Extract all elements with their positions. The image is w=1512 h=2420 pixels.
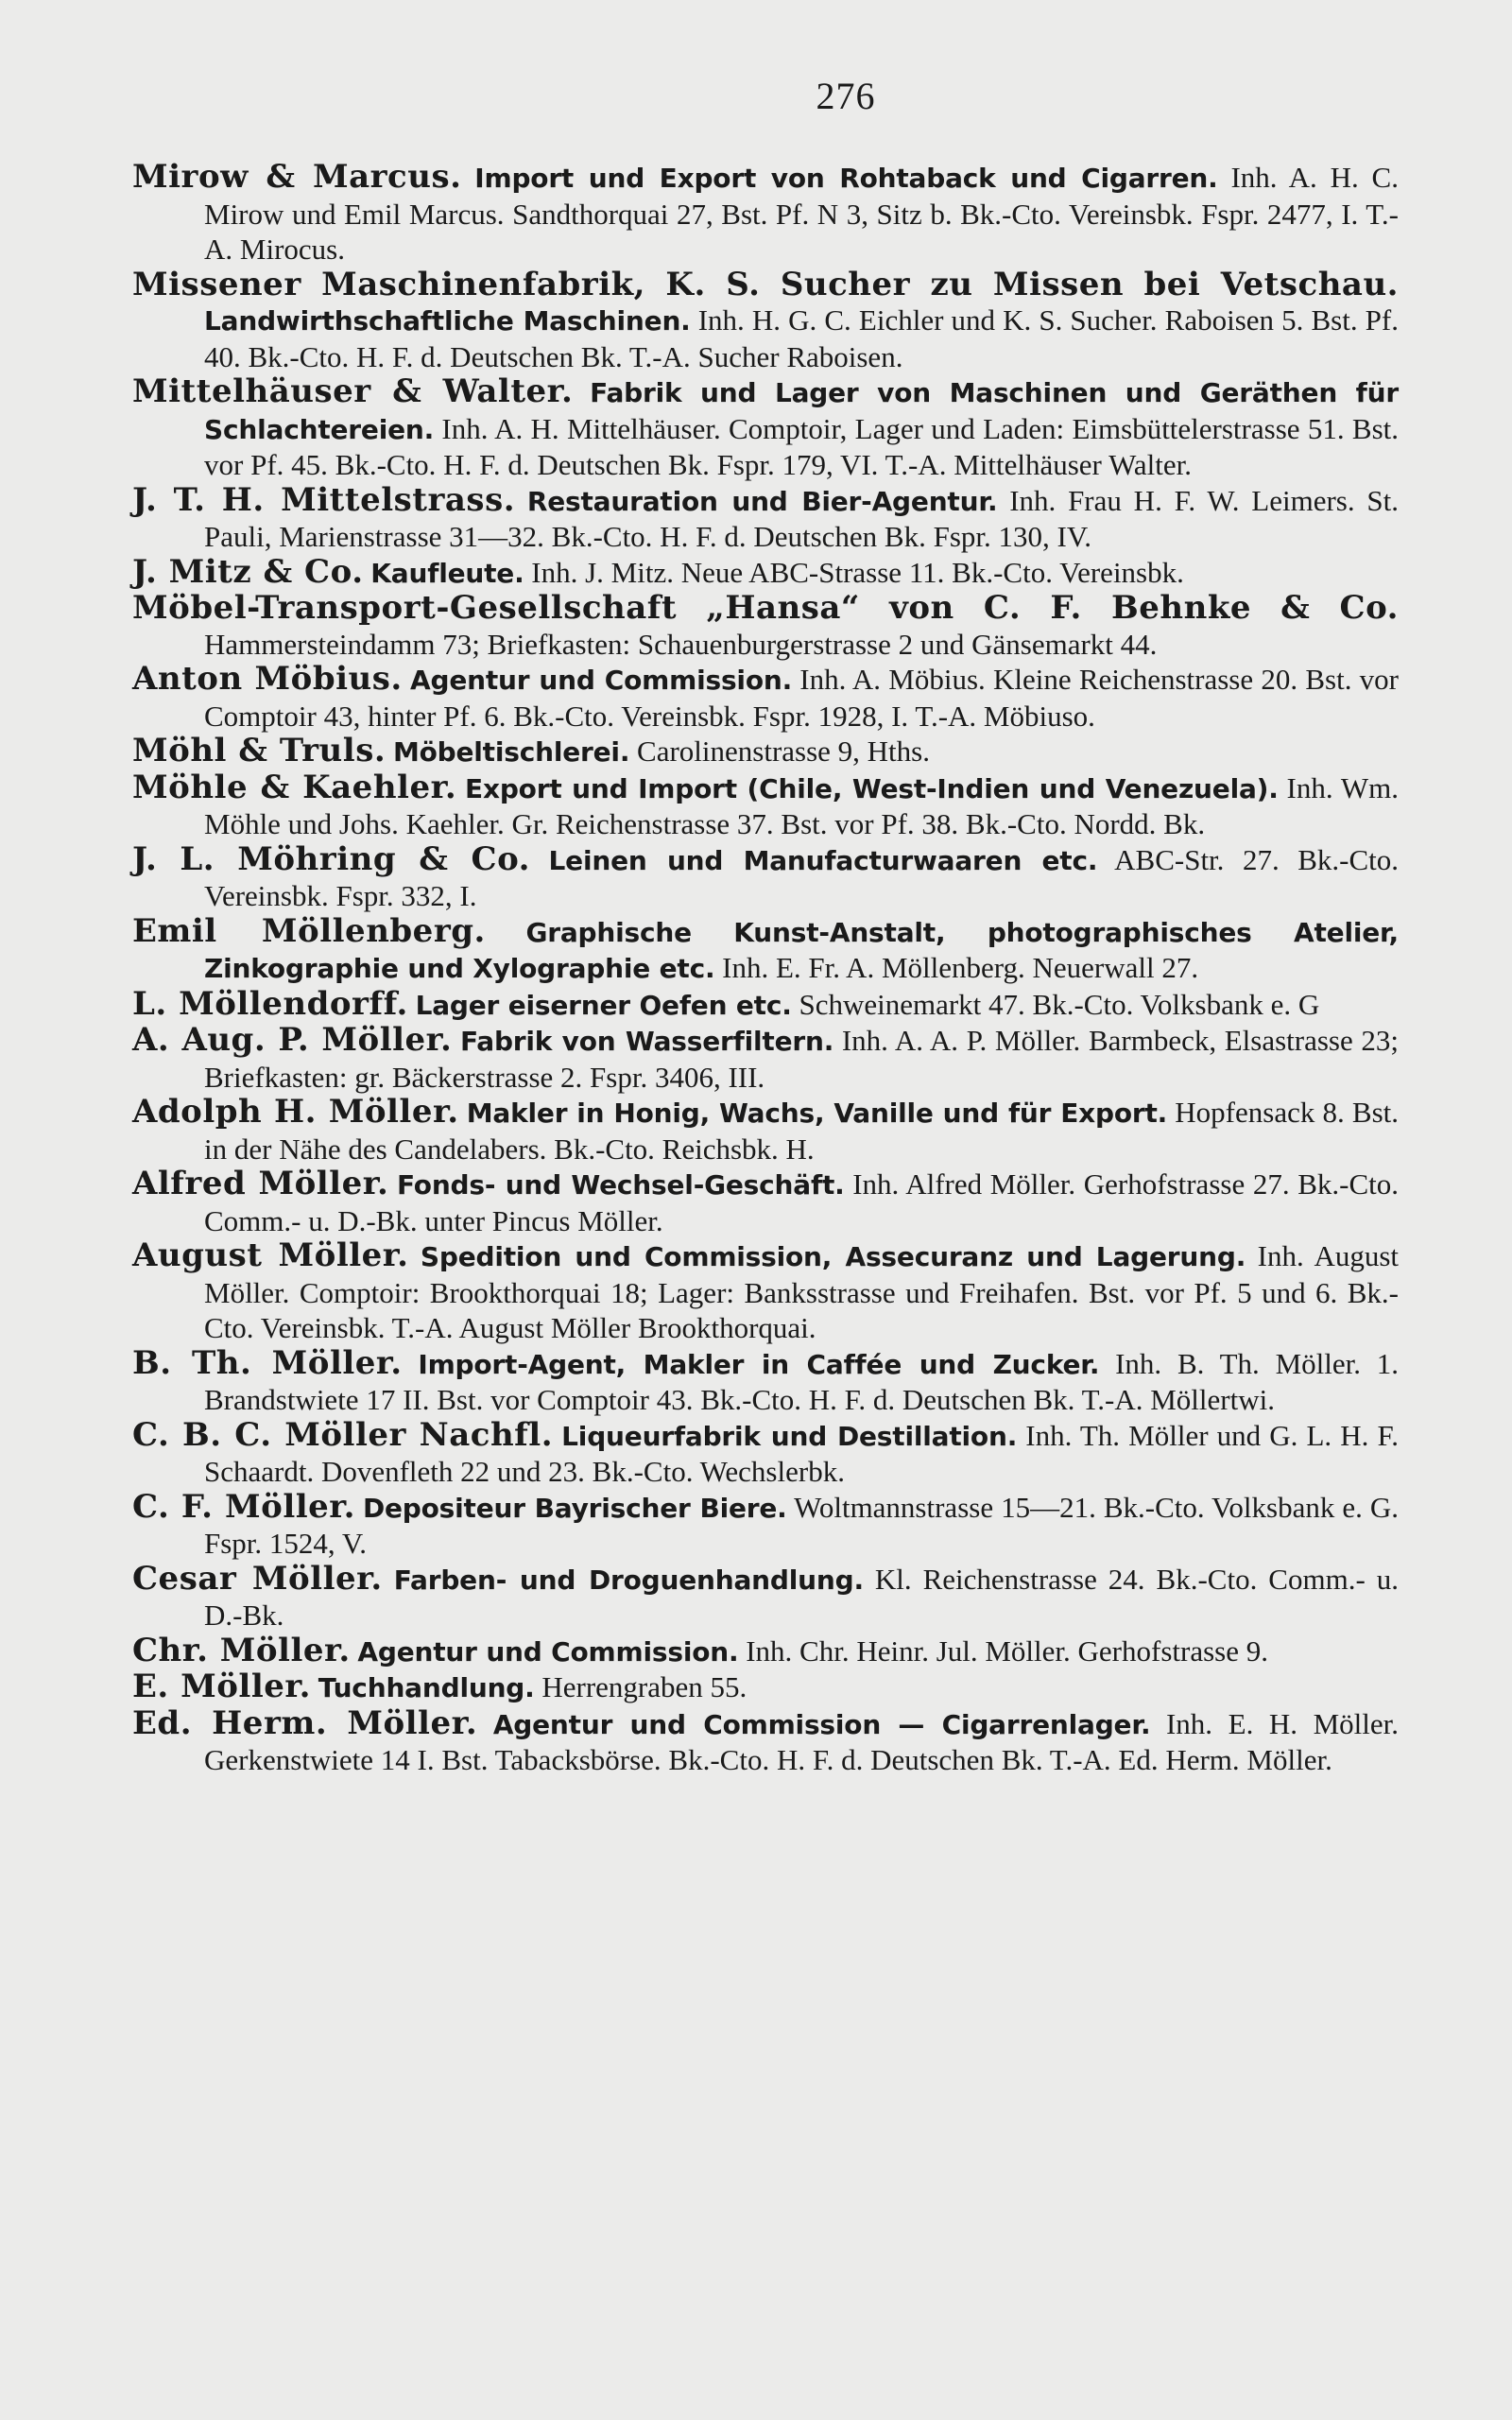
directory-entry [132,662,1399,734]
directory-entry [132,374,1399,483]
entry-trade: Export und Import (Chile, West-Indien und Venezuela). [465,772,1279,804]
directory-entry [132,984,1399,1024]
entry-trade: Landwirthschaftliche Maschinen. [204,305,691,337]
entry-details: Schweinemarkt 47. Bk.-Cto. Volksbank e. G [799,987,1320,1021]
directory-entry [132,1631,1399,1670]
entry-name: Alfred Möller. [132,1165,389,1202]
entry-trade: Farben- und Droguenhandlung. [393,1564,864,1596]
entry-details: Hammersteindamm 73; Briefkasten: Schauenburgerstrasse 2 und Gänsemarkt 44. [204,627,1158,661]
entry-trade: Import und Export von Rohtaback und Cigarren. [474,163,1218,194]
entry-trade: Makler in Honig, Wachs, Vanille und für Export. [466,1098,1168,1129]
directory-entry [132,1415,1400,1490]
directory-entry [132,160,1399,268]
entry-details: Inh. August Möller. Comptoir: Brookthorquai 18; Lager: Banksstrasse und Freihafen. Bst. vor Pf. 5 und 6. Bk.-Cto. Vereinsbk. T.-A. August Möller Brookthorquai. [204,1239,1400,1344]
entries-list [132,160,1399,1778]
entry-name: E. Möller. [132,1668,311,1705]
entry-details: Inh. E. Fr. A. Möllenberg. Neuerwall 27. [722,951,1199,984]
directory-entry [132,552,1399,592]
entry-name: Missener Maschinenfabrik, K. S. Sucher zu Missen bei Vetschau. [132,265,1399,303]
entry-name: J. T. H. Mittelstrass. [132,480,516,519]
entry-details: Inh. Frau H. F. W. Leimers. St. Pauli, Marienstrasse 31—32. Bk.-Cto. H. F. d. Deutschen Bk. Fspr. 130, IV. [204,483,1400,553]
directory-entry [132,1559,1399,1634]
directory-entry [132,1095,1399,1167]
entry-details: Inh. E. H. Möller. Gerkenstwiete 14 I. Bst. Tabacksbörse. Bk.-Cto. H. F. d. Deutschen Bk. T.-A. Ed. Herm. Möller. [204,1706,1400,1776]
entry-trade: Fonds- und Wechsel-Geschäft. [396,1169,845,1201]
entry-details: Carolinenstrasse 9, Hths. [637,735,930,768]
entry-details: Kl. Reichenstrasse 24. Bk.-Cto. Comm.- u. D.-Bk. [204,1562,1399,1632]
entry-trade: Agentur und Commission — Cigarrenlager. [492,1708,1151,1740]
entry-name: J. L. Möhring & Co. [132,839,530,878]
entry-details: ABC-Str. 27. Bk.-Cto. Vereinsbk. Fspr. 332, I. [204,842,1400,912]
entry-details: Inh. H. G. C. Eichler und K. S. Sucher. Raboisen 5. Bst. Pf. 40. Bk.-Cto. H. F. d. Deutschen Bk. T.-A. Sucher Raboisen. [204,303,1399,373]
entry-details: Inh. J. Mitz. Neue ABC-Strasse 11. Bk.-Cto. Vereinsbk. [531,555,1184,589]
entry-trade: Liqueurfabrik und Destillation. [561,1420,1018,1452]
entry-name: B. Th. Möller. [132,1343,403,1382]
entry-name: L. Möllendorff. [132,984,408,1023]
directory-entry [132,1238,1399,1346]
entry-trade: Möbeltischlerei. [392,736,630,768]
entry-name: Möhle & Kaehler. [132,768,457,806]
directory-entry [132,265,1399,375]
directory-entry [132,1023,1399,1095]
page-number: 276 [816,75,876,117]
entry-trade: Restauration und Bier-Agentur. [526,485,998,517]
directory-entry [132,1343,1400,1418]
entry-name: Mirow & Marcus. [132,158,462,196]
entry-trade: Fabrik und Lager von Maschinen und Geräthen für Schlachtereien. [204,377,1399,445]
entry-trade: Leinen und Manufacturwaaren etc. [548,844,1098,876]
directory-entry [132,911,1399,987]
entry-details: Hopfensack 8. Bst. in der Nähe des Candelabers. Bk.-Cto. Reichsbk. H. [204,1096,1399,1166]
entry-details: Inh. Chr. Heinr. Jul. Möller. Gerhofstrasse 9. [746,1634,1268,1668]
directory-entry [132,839,1400,914]
entry-name: Möhl & Truls. [132,732,387,769]
entry-details: Inh. Th. Möller und G. L. H. F. Schaardt. Dovenfleth 22 und 23. Bk.-Cto. Wechslerbk. [204,1418,1400,1488]
entry-name: J. Mitz & Co. [132,552,364,591]
entry-name: Mittelhäuser & Walter. [132,372,574,410]
entry-name: Ed. Herm. Möller. [132,1703,478,1742]
entry-trade: Tuchhandlung. [318,1672,535,1703]
entry-trade: Agentur und Commission. [357,1635,739,1668]
entry-name: Cesar Möller. [132,1559,383,1598]
entry-details: Inh. A. H. Mittelhäuser. Comptoir, Lager und Laden: Eimsbüttelerstrasse 51. Bst. vor Pf. 45. Bk.-Cto. H. F. d. Deutschen Bk. Fspr. 179, VI. T.-A. Mittelhäuser Walter. [204,411,1399,481]
directory-entry [132,480,1400,555]
directory-entry [132,1167,1399,1238]
entry-trade: Graphische Kunst-Anstalt, photographisches Atelier, Zinkographie und Xylographie etc. [204,916,1399,984]
entry-name: C. F. Möller. [132,1487,355,1526]
entry-name: Anton Möbius. [132,660,403,698]
entry-trade: Lager eiserner Oefen etc. [415,989,792,1021]
directory-entry [132,1703,1400,1778]
entry-name: August Möller. [132,1236,409,1274]
entry-name: C. B. C. Möller Nachfl. [132,1415,554,1454]
entry-details: Herrengraben 55. [541,1670,747,1703]
entry-name: Adolph H. Möller. [132,1093,459,1131]
entry-name: A. Aug. P. Möller. [132,1021,453,1059]
directory-entry [132,770,1399,842]
entry-details: Inh. A. A. P. Möller. Barmbeck, Elsastrasse 23; Briefkasten: gr. Bäckerstrasse 2. Fspr. 3406, III. [204,1024,1400,1094]
entry-name: Chr. Möller. [132,1631,351,1669]
directory-entry [132,1669,1399,1706]
entry-trade: Spedition und Commission, Assecuranz und Lagerung. [420,1241,1246,1272]
entry-name: Emil Möllenberg. [132,911,486,950]
entry-details: Inh. Alfred Möller. Gerhofstrasse 27. Bk.-Cto. Comm.- u. D.-Bk. unter Pincus Möller. [204,1167,1399,1237]
directory-entry [132,1487,1400,1562]
directory-entry [132,591,1399,662]
entry-trade: Depositeur Bayrischer Biere. [362,1492,787,1524]
entry-trade: Import-Agent, Makler in Caffée und Zucker. [418,1348,1100,1380]
entry-details: Woltmannstrasse 15—21. Bk.-Cto. Volksbank e. G. Fspr. 1524, V. [204,1490,1400,1560]
entry-trade: Fabrik von Wasserfiltern. [459,1026,834,1057]
entry-details: Inh. A. H. C. Mirow und Emil Marcus. Sandthorquai 27, Bst. Pf. N 3, Sitz b. Bk.-Cto. Vereinsbk. Fspr. 2477, I. T.-A. Mirocus. [204,161,1399,266]
entry-trade: Agentur und Commission. [410,665,793,696]
entry-trade: Kaufleute. [370,557,524,589]
entry-details: Inh. B. Th. Möller. 1. Brandstwiete 17 II. Bst. vor Comptoir 43. Bk.-Cto. H. F. d. Deutschen Bk. T.-A. Möllertwi. [204,1346,1400,1416]
directory-entry [132,734,1399,770]
entry-details: Inh. Wm. Möhle und Johs. Kaehler. Gr. Reichenstrasse 37. Bst. vor Pf. 38. Bk.-Cto. Nordd. Bk. [204,770,1400,840]
entry-name: Möbel-Transport-Gesellschaft „Hansa“ von C. F. Behnke & Co. [132,589,1399,627]
entry-details: Inh. A. Möbius. Kleine Reichenstrasse 20. Bst. vor Comptoir 43, hinter Pf. 6. Bk.-Cto. Vereinsbk. Fspr. 1928, I. T.-A. Möbiuso. [204,663,1400,733]
